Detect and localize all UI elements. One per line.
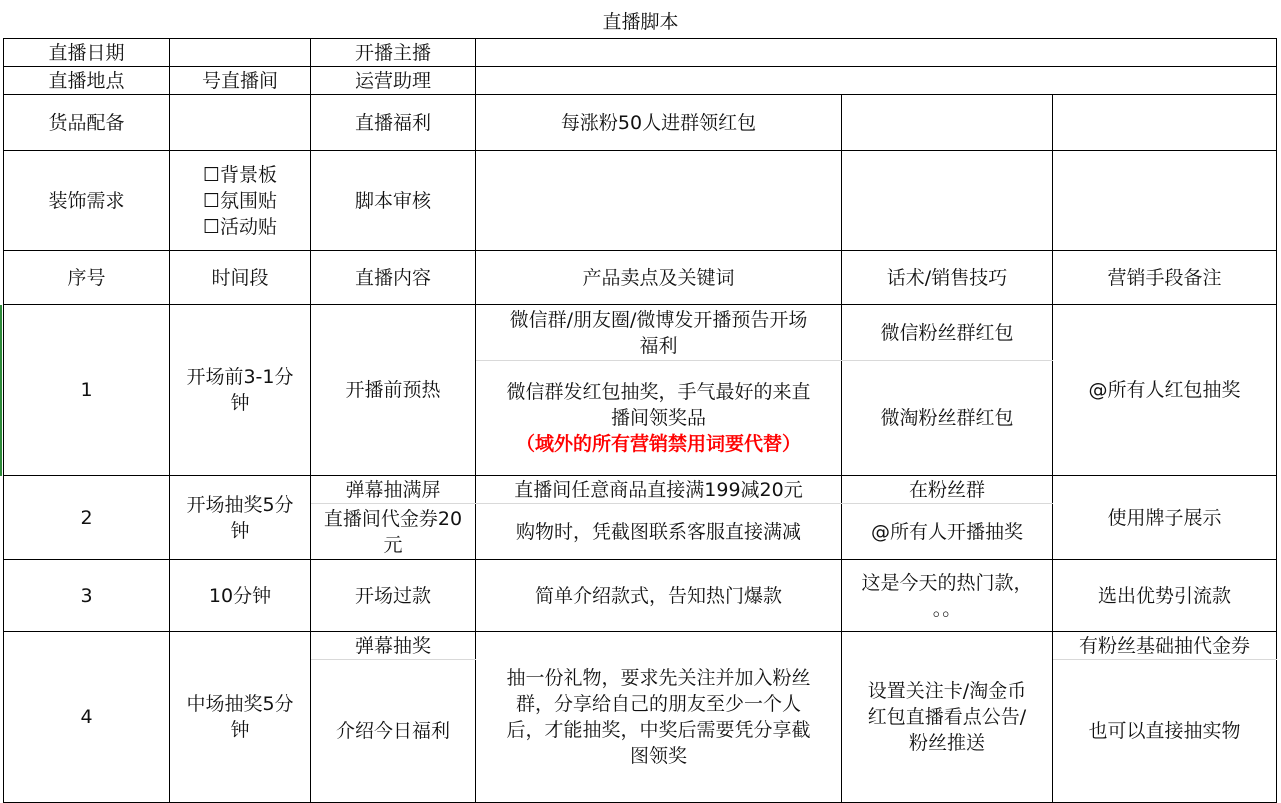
header-marketing[interactable]: 营销手段备注	[1053, 251, 1277, 305]
review-label[interactable]: 脚本审核	[311, 151, 476, 251]
welfare-extra-2[interactable]	[1053, 95, 1277, 151]
row3-no[interactable]: 3	[4, 560, 170, 632]
row4-time[interactable]: 中场抽奖5分 钟	[170, 632, 311, 803]
row4-marketing-divider	[1053, 659, 1277, 660]
row-selection-marker	[0, 305, 2, 476]
row2-content-divider	[311, 503, 476, 504]
header-sales-talk[interactable]: 话术/销售技巧	[842, 251, 1053, 305]
row3-marketing[interactable]: 选出优势引流款	[1053, 560, 1277, 632]
location-label[interactable]: 直播地点	[4, 67, 170, 95]
row2-points-a[interactable]: 直播间任意商品直接满199减20元	[476, 476, 842, 504]
table-left-border	[3, 38, 4, 803]
row3-content[interactable]: 开场过款	[311, 560, 476, 632]
decor-options[interactable]	[170, 151, 311, 251]
decor-option-backboard: ☐背景板	[202, 163, 278, 186]
row2-no[interactable]: 2	[4, 476, 170, 560]
goods-label[interactable]: 货品配备	[4, 95, 170, 151]
goods-value[interactable]	[170, 95, 311, 151]
decor-label[interactable]: 装饰需求	[4, 151, 170, 251]
header-time[interactable]: 时间段	[170, 251, 311, 305]
row2-content-a[interactable]: 弹幕抽满屏	[311, 476, 476, 504]
row1-marketing[interactable]: @所有人红包抽奖	[1053, 305, 1277, 476]
header-selling-points[interactable]: 产品卖点及关键词	[476, 251, 842, 305]
header-no[interactable]: 序号	[4, 251, 170, 305]
row2-marketing[interactable]: 使用牌子展示	[1053, 476, 1277, 560]
row4-marketing-a[interactable]: 有粉丝基础抽代金券	[1053, 632, 1277, 660]
row4-content-divider	[311, 659, 476, 660]
review-value[interactable]	[476, 151, 842, 251]
decor-option-atmosphere: ☐氛围贴	[202, 189, 278, 212]
decor-option-activity: ☐活动贴	[202, 215, 278, 238]
anchor-value[interactable]	[476, 39, 1277, 67]
row1-points-warning: （域外的所有营销禁用词要代替）	[515, 433, 801, 455]
row4-no[interactable]: 4	[4, 632, 170, 803]
row4-content-b[interactable]: 介绍今日福利	[311, 660, 476, 803]
welfare-extra-1[interactable]	[842, 95, 1053, 151]
row1-points-b-text: 微信群发红包抽奖，手气最好的来直 播间领奖品	[506, 381, 811, 429]
header-content[interactable]: 直播内容	[311, 251, 476, 305]
row2-time[interactable]: 开场抽奖5分 钟	[170, 476, 311, 560]
row2-points-divider	[476, 503, 842, 504]
assistant-label[interactable]: 运营助理	[311, 67, 476, 95]
welfare-value[interactable]: 每涨粉50人进群领红包	[476, 95, 842, 151]
anchor-label[interactable]: 开播主播	[311, 39, 476, 67]
row1-points-b[interactable]	[476, 361, 842, 476]
review-extra-1[interactable]	[842, 151, 1053, 251]
table-top-border	[4, 38, 1277, 39]
row3-points[interactable]: 简单介绍款式，告知热门爆款	[476, 560, 842, 632]
live-date-value[interactable]	[170, 39, 311, 67]
row4-points[interactable]: 抽一份礼物，要求先关注并加入粉丝 群，分享给自己的朋友至少一个人 后，才能抽奖，中奖后需要凭分享截 图领奖	[476, 632, 842, 803]
assistant-value[interactable]	[476, 67, 1277, 95]
review-extra-2[interactable]	[1053, 151, 1277, 251]
row2-talk-divider	[842, 503, 1053, 504]
row2-points-b[interactable]: 购物时，凭截图联系客服直接满减	[476, 504, 842, 560]
row4-talk[interactable]: 设置关注卡/淘金币 红包直播看点公告/ 粉丝推送	[842, 632, 1053, 803]
row2-talk-b[interactable]: @所有人开播抽奖	[842, 504, 1053, 560]
live-date-label[interactable]: 直播日期	[4, 39, 170, 67]
row1-talk-a[interactable]: 微信粉丝群红包	[842, 305, 1053, 361]
row1-talk-b[interactable]: 微淘粉丝群红包	[842, 361, 1053, 476]
welfare-label[interactable]: 直播福利	[311, 95, 476, 151]
row2-content-b[interactable]: 直播间代金券20 元	[311, 504, 476, 560]
row1-points-divider	[476, 360, 842, 361]
row2-talk-a[interactable]: 在粉丝群	[842, 476, 1053, 504]
row1-content[interactable]: 开播前预热	[311, 305, 476, 476]
row3-time[interactable]: 10分钟	[170, 560, 311, 632]
row4-marketing-b[interactable]: 也可以直接抽实物	[1053, 660, 1277, 803]
sheet-title[interactable]: 直播脚本	[602, 10, 679, 33]
row4-content-a[interactable]: 弹幕抽奖	[311, 632, 476, 660]
row1-points-a[interactable]: 微信群/朋友圈/微博发开播预告开场 福利	[476, 305, 842, 361]
row1-talk-divider	[842, 360, 1053, 361]
row1-no[interactable]: 1	[4, 305, 170, 476]
row1-time[interactable]: 开场前3-1分 钟	[170, 305, 311, 476]
row3-talk[interactable]: 这是今天的热门款， 。。	[842, 560, 1053, 632]
location-value[interactable]: 号直播间	[170, 67, 311, 95]
